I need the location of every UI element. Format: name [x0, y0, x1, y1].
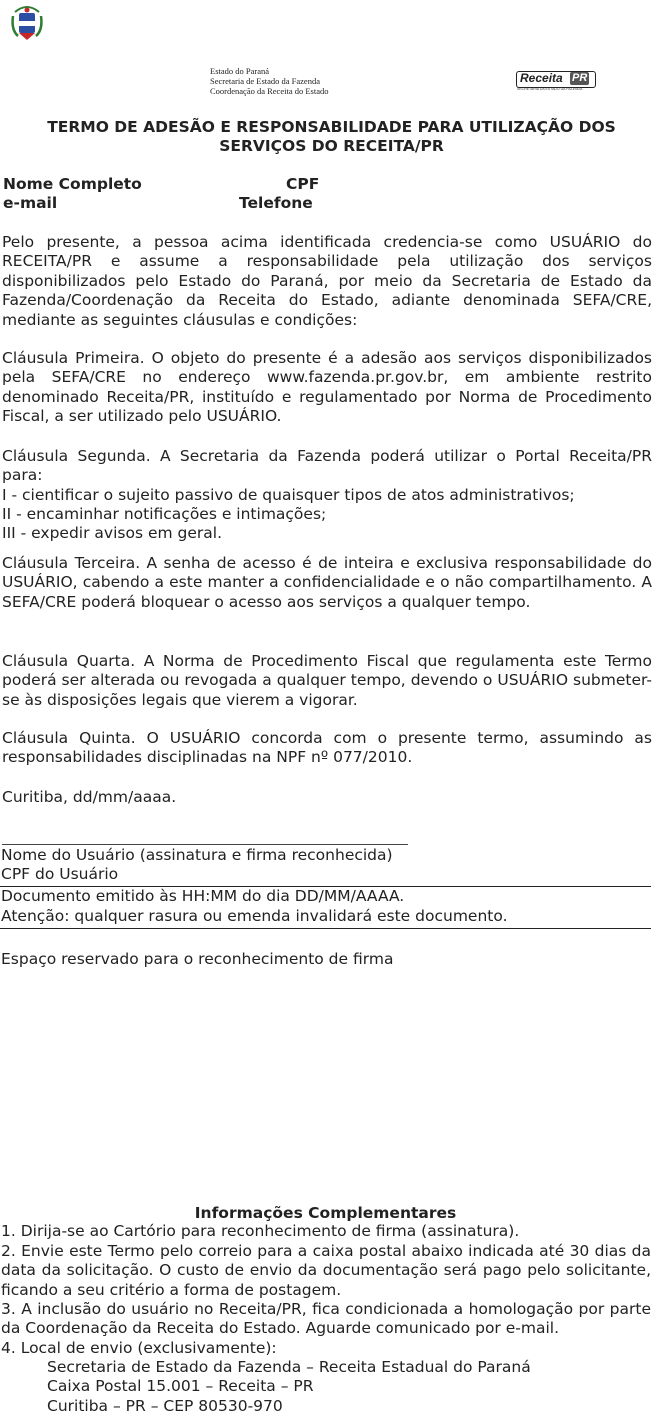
info-title: Informações Complementares — [194, 1204, 457, 1222]
clausula-segunda-item: I - cientificar o sujeito passivo de quaisquer tipos de atos administrativos; — [2, 486, 575, 504]
place-date: Curitiba, dd/mm/aaaa. — [2, 788, 177, 806]
address-line: Curitiba – PR – CEP 80530-970 — [47, 1397, 283, 1415]
info-item: 4. Local de envio (exclusivamente): — [1, 1339, 277, 1357]
divider — [0, 928, 651, 929]
title-line: TERMO DE ADESÃO E RESPONSABILIDADE PARA UTILIZAÇÃO DOS — [47, 118, 616, 136]
signature-cpf-label: CPF do Usuário — [1, 865, 119, 883]
issued-timestamp: Documento emitido às HH:MM do dia DD/MM/AAAA. — [1, 887, 405, 905]
nome-completo-label: Nome Completo — [3, 175, 142, 193]
header-org-line: Coordenação da Receita do Estado — [210, 86, 329, 96]
clausula-primeira: Cláusula Primeira. O objeto do presente é a adesão aos serviços disponibilizados pela SEFA/CRE no endereço www.fazenda.pr.gov.br, em ambiente restrito denominado Receita/PR, instituído e regulamentado por Norma de Procedimento Fiscal, a ser utilizado pelo USUÁRIO. — [2, 349, 652, 426]
telefone-label: Telefone — [239, 194, 313, 212]
clausula-terceira: Cláusula Terceira. A senha de acesso é de inteira e exclusiva responsabilidade do USUÁRIO, cabendo a este manter a confidencialidade e o não compartilhamento. A SEFA/CRE poderá bloquear o acesso aos serviços a qualquer tempo. — [2, 554, 652, 611]
logo-subtitle: SECRETARIA DA ESTADO DA FAZENDA — [517, 87, 583, 91]
info-item: 2. Envie este Termo pelo correio para a caixa postal abaixo indicada até 30 dias da data da solicitação. O custo de envio da documentação será pago pelo solicitante, ficando a seu critério a forma de postagem. — [1, 1242, 651, 1299]
cpf-label: CPF — [286, 175, 320, 193]
header-org-line: Secretaria de Estado da Fazenda — [210, 76, 320, 86]
reserved-space-label: Espaço reservado para o reconhecimento de firma — [1, 950, 394, 968]
warning-text: Atenção: qualquer rasura ou emenda invalidará este documento. — [1, 907, 508, 925]
document-title — [0, 118, 663, 156]
clausula-quarta: Cláusula Quarta. A Norma de Procedimento Fiscal que regulamenta este Termo poderá ser alterada ou revogada a qualquer tempo, devendo o USUÁRIO submeter-se às disposições legais que vierem a vigorar. — [2, 652, 652, 709]
parana-coat-of-arms-icon — [10, 4, 44, 44]
clausula-quinta: Cláusula Quinta. O USUÁRIO concorda com o presente termo, assumindo as responsabilidades disciplinadas na NPF nº 077/2010. — [2, 729, 652, 767]
clausula-segunda: Cláusula Segunda. A Secretaria da Fazenda poderá utilizar o Portal Receita/PR para: — [2, 447, 652, 485]
clausula-segunda-item: III - expedir avisos em geral. — [2, 524, 222, 542]
receita-pr-logo — [516, 71, 594, 93]
email-label: e-mail — [3, 194, 58, 212]
info-item: 1. Dirija-se ao Cartório para reconhecimento de firma (assinatura). — [1, 1222, 520, 1240]
intro-paragraph: Pelo presente, a pessoa acima identificada credencia-se como USUÁRIO do RECEITA/PR e assume a responsabilidade pela utilização dos serviços disponibilizados pelo Estado do Paraná, por meio da Secretaria de Estado da Fazenda/Coordenação da Receita do Estado, adiante denominada SEFA/CRE, mediante as seguintes cláusulas e condições: — [2, 233, 652, 329]
clausula-segunda-item: II - encaminhar notificações e intimações; — [2, 505, 327, 523]
signature-name-label: Nome do Usuário (assinatura e firma reconhecida) — [1, 846, 393, 864]
address-line: Secretaria de Estado da Fazenda – Receita Estadual do Paraná — [47, 1358, 531, 1376]
signature-line — [2, 844, 408, 845]
header-org-line: Estado do Paraná — [210, 66, 270, 76]
address-line: Caixa Postal 15.001 – Receita – PR — [47, 1377, 314, 1395]
logo-text: Receita — [520, 71, 563, 85]
info-item: 3. A inclusão do usuário no Receita/PR, fica condicionada a homologação por parte da Coordenação da Receita do Estado. Aguarde comunicado por e-mail. — [1, 1300, 651, 1338]
logo-badge: PR — [572, 72, 588, 84]
header-organization — [210, 66, 328, 96]
title-line: SERVIÇOS DO RECEITA/PR — [219, 137, 444, 155]
